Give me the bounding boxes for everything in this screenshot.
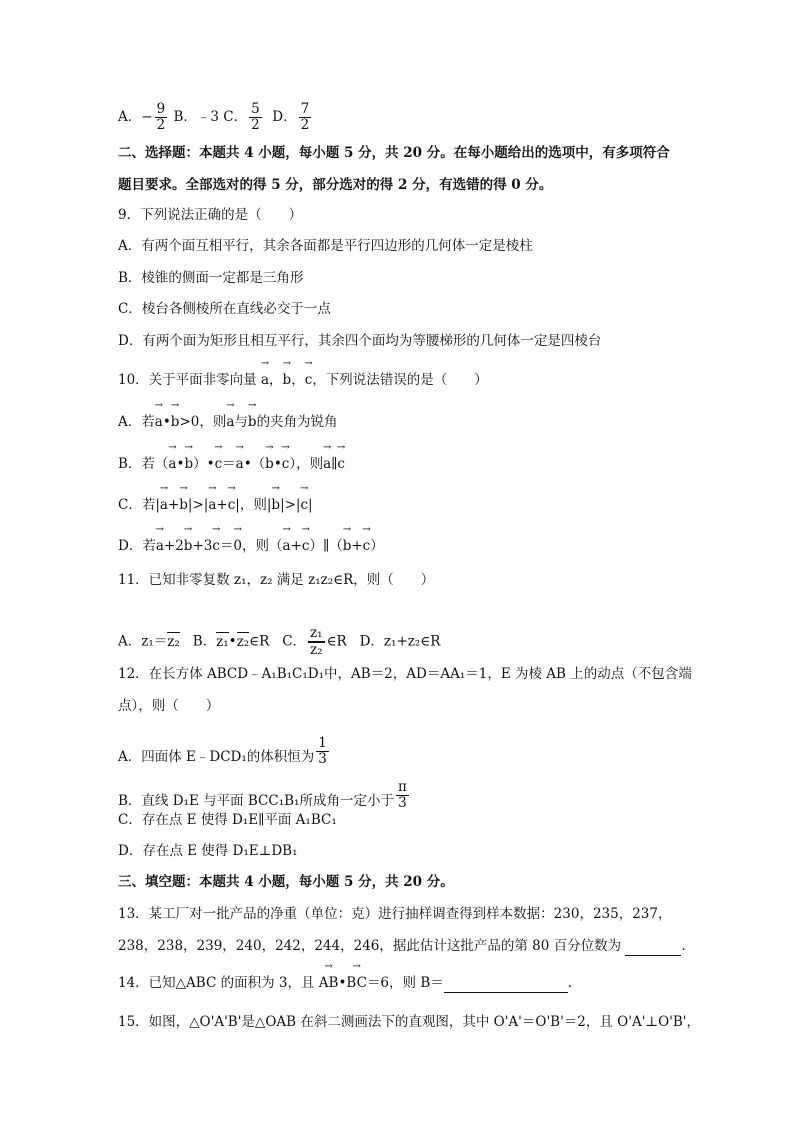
- q13-answer-blank[interactable]: [625, 941, 681, 956]
- q8-a-num: 9: [156, 101, 166, 117]
- q12-a-den: 3: [318, 751, 327, 767]
- q12-option-a: [118, 736, 331, 767]
- q8-a-label: A．: [118, 109, 142, 125]
- q11-c-fraction: [308, 626, 325, 658]
- q12-a-text: A．四面体 E﹣DCD₁的体积恒为: [118, 749, 315, 765]
- q8-c-label: C．: [223, 109, 248, 125]
- q10-d-pre: D．若: [118, 538, 156, 554]
- vector-c: → c: [228, 495, 236, 515]
- q10-a-pre: A．若: [118, 414, 155, 430]
- q12-a-num: 1: [318, 735, 327, 751]
- vector-a: → a: [226, 412, 234, 432]
- q9-option-b: B．棱锥的侧面一定都是三角形: [118, 270, 304, 286]
- q14: 14．已知△ABC 的面积为 3，且 → AB•→ BC＝6，则 B＝ ．: [118, 973, 581, 993]
- q10-b-pre: B．若（: [118, 456, 169, 472]
- q8-c-fraction: [249, 102, 262, 133]
- q8-options: [118, 102, 313, 133]
- conjugate-z1: z₁: [216, 633, 229, 650]
- q10-b-post: ，则: [296, 456, 324, 472]
- vector-c: → c: [212, 536, 220, 556]
- section2-line2: 题目要求。全部选对的得 5 分，部分选对的得 2 分，有选错的得 0 分。: [118, 177, 553, 193]
- q10-stem-pre: 10．关于平面非零向量: [118, 372, 257, 388]
- q14-answer-blank[interactable]: [444, 978, 568, 993]
- q12-b-text: B．直线 D₁E 与平面 BCC₁B₁所成角一定小于: [118, 793, 394, 809]
- q12-b-den: 3: [398, 795, 407, 811]
- vector-a: → a: [261, 370, 269, 390]
- vector-a: → a: [236, 454, 244, 474]
- vector-c: → c: [302, 536, 310, 556]
- section3-header: 三、填空题：本题共 4 小题，每小题 5 分，共 20 分。: [118, 874, 454, 890]
- q10-c-pre: C．若|: [118, 497, 160, 513]
- vector-BC: → BC: [346, 973, 367, 993]
- vector-a: → a: [208, 495, 216, 515]
- q8-d-fraction: [299, 102, 312, 133]
- q9-stem: 9．下列说法正确的是（ ）: [118, 207, 303, 223]
- q9-option-c: C．棱台各侧棱所在直线必交于一点: [118, 301, 331, 317]
- q10-a-post: 的夹角为锐角: [256, 414, 338, 430]
- q11-c-label: C．: [282, 633, 307, 650]
- q12-a-fraction: [316, 736, 329, 767]
- vector-b: → b: [343, 536, 352, 556]
- q11-options: A．z₁＝z₂ B．z₁•z₂∈R C． $\frac{\text{z₁}}{\text{z₂}}$ ∈R D．z₁+z₂∈R: [118, 625, 441, 658]
- vector-b: → b: [248, 412, 257, 432]
- q10-a-gt: >0，则: [179, 414, 227, 430]
- q11-a-pre: A．z₁＝: [118, 633, 168, 650]
- q12-line1: 12．在长方体 ABCD﹣A₁B₁C₁D₁中，AB＝2，AD＝AA₁＝1，E 为棱 AB 上的动点（不包含端: [118, 666, 692, 682]
- conjugate-z2: z₂: [167, 633, 180, 650]
- q13-line1: 13．某工厂对一批产品的净重（单位：克）进行抽样调查得到样本数据：230，235，237，: [118, 906, 672, 922]
- q12-option-d: D．存在点 E 使得 D₁E⊥DB₁: [118, 843, 298, 859]
- vector-a: → a: [160, 495, 168, 515]
- q8-c-den: 2: [251, 117, 260, 133]
- vector-b: → b: [184, 454, 193, 474]
- vector-c: → c: [305, 370, 313, 390]
- vector-c: → c: [300, 495, 308, 515]
- q10-c-post: ，则|: [239, 497, 272, 513]
- q13-line2: 238，238，239，240，242，244，246，据此估计这批产品的第 80 百分位数为 ．: [118, 938, 695, 954]
- vector-a: → a: [283, 536, 291, 556]
- q11-stem: 11．已知非零复数 z₁，z₂ 满足 z₁z₂∈R，则（ ）: [118, 572, 435, 588]
- vector-b: → b: [184, 536, 193, 556]
- q14-post: ＝6，则 B＝: [366, 975, 444, 991]
- q11-c-num: z₁: [310, 625, 323, 641]
- vector-a: → a: [168, 454, 176, 474]
- q10-option-b: B．若（→ a•→ b）•→ c＝→ a•（→ b•→ c），则→ a∥→ c: [118, 454, 345, 474]
- q10-option-c: C．若|→ a+→ b|>|→ a+→ c|，则|→ b|>|→ c|: [118, 495, 313, 515]
- q14-pre: 14．已知△ABC 的面积为 3，且: [118, 975, 315, 991]
- q10-d-post: ，则（: [242, 538, 283, 554]
- vector-a: → a: [323, 454, 331, 474]
- q11-c-post: ∈R: [326, 633, 347, 650]
- q11-b-label: B．: [192, 633, 217, 650]
- vector-c: → c: [282, 454, 290, 474]
- q8-d-label: D．: [272, 109, 297, 125]
- q11-c-den: z₂: [310, 642, 323, 658]
- q11-option-d: D．z₁+z₂∈R: [359, 633, 441, 650]
- q12-option-c: C．存在点 E 使得 D₁E∥平面 A₁BC₁: [118, 812, 337, 828]
- q8-a-fraction: [155, 102, 168, 133]
- q15-line1: 15．如图，△O'A'B'是△OAB 在斜二测画法下的直观图，其中 O'A'＝O'B'＝2，且 O'A'⊥O'B'，: [118, 1014, 701, 1030]
- vector-c: → c: [363, 536, 371, 556]
- q12-line2: 点），则（ ）: [118, 698, 220, 714]
- vector-b: → b: [271, 495, 280, 515]
- q10-stem: 10．关于平面非零向量 → a，→ b，→ c，下列说法错误的是（ ）: [118, 370, 488, 390]
- vector-c: → c: [215, 454, 223, 474]
- vector-b: → b: [283, 370, 292, 390]
- q8-a-den: 2: [156, 117, 166, 133]
- q8-a-sign: −: [141, 109, 153, 125]
- q10-option-d: D．若→ a+2→ b+3→ c＝→ 0，则（→ a+→ c）∥（→ b+→ c）: [118, 536, 384, 556]
- q8-b: B．﹣3: [173, 109, 219, 125]
- q13-line2-text: 238，238，239，240，242，244，246，据此估计这批产品的第 80 百分位数为: [118, 938, 622, 954]
- q12-b-num: π: [397, 779, 407, 795]
- vector-c: → c: [337, 454, 345, 474]
- section2-line1: 二、选择题：本题共 4 小题，每小题 5 分，共 20 分。在每小题给出的选项中，有多项符合: [118, 145, 670, 161]
- vector-AB: → AB: [319, 973, 339, 993]
- q8-c-num: 5: [251, 101, 260, 117]
- q8-d-num: 7: [300, 101, 310, 117]
- vector-a: → a: [155, 412, 163, 432]
- q12-b-fraction: [396, 780, 409, 811]
- vector-b: → b: [171, 412, 180, 432]
- q9-option-d: D．有两个面为矩形且相互平行，其余四个面均为等腰梯形的几何体一定是四棱台: [118, 333, 602, 349]
- q8-d-den: 2: [300, 117, 310, 133]
- vector-b: → b: [265, 454, 274, 474]
- vector-b: → b: [179, 495, 188, 515]
- q12-option-b: [118, 780, 411, 811]
- q11-b-post: ∈R: [249, 633, 270, 650]
- vector-a: → a: [156, 536, 164, 556]
- q9-option-a: A．有两个面互相平行，其余各面都是平行四边形的几何体一定是棱柱: [118, 238, 533, 254]
- q10-a-mid: 与: [234, 414, 248, 430]
- q10-option-a: A．若→ a•→ b>0，则→ a与→ b的夹角为锐角: [118, 412, 338, 432]
- q10-stem-post: ，下列说法错误的是（ ）: [312, 372, 488, 388]
- vector-zero: → 0: [233, 536, 242, 556]
- conjugate-z2: z₂: [236, 633, 250, 650]
